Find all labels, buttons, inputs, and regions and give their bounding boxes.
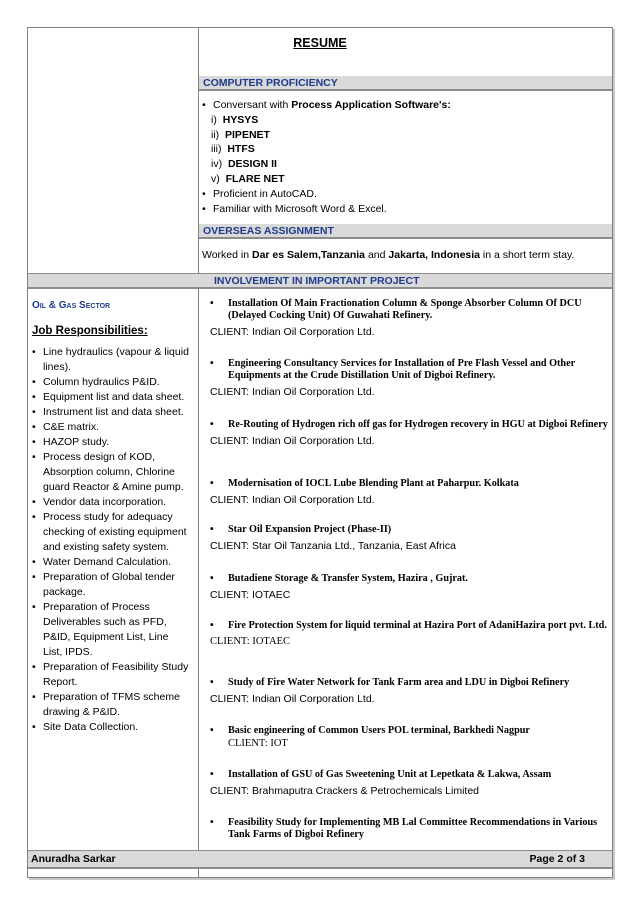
project-client: CLIENT: Indian Oil Corporation Ltd. [210, 494, 375, 506]
project-title: • Study of Fire Water Network for Tank Farm area and LDU in Digboi Refinery [208, 677, 608, 689]
author-name: Anuradha Sarkar [31, 853, 116, 865]
project-client: CLIENT: Indian Oil Corporation Ltd. [210, 693, 375, 705]
project-client: CLIENT: Indian Oil Corporation Ltd. [210, 386, 375, 398]
column-divider [198, 28, 199, 877]
page-number: Page 2 of 3 [529, 853, 585, 865]
page-footer [28, 850, 612, 869]
page-title: RESUME [293, 36, 347, 50]
overseas-heading: OVERSEAS ASSIGNMENT [199, 224, 612, 239]
projects-heading: INVOLVEMENT IN IMPORTANT PROJECT [28, 273, 612, 289]
project-title: • Butadiene Storage & Transfer System, Hazira , Gujrat. [208, 573, 608, 585]
project-title: • Feasibility Study for Implementing MB Lal Committee Recommendations in Various Tank Farms of Digboi Refinery [208, 817, 608, 841]
resume-page [27, 27, 613, 878]
project-item [208, 298, 608, 339]
project-client: CLIENT: IOT [228, 738, 288, 749]
project-item [208, 677, 608, 706]
project-client: CLIENT: Star Oil Tanzania Ltd., Tanzania, East Africa [210, 540, 456, 552]
overseas-text: Worked in Dar es Salem,Tanzania and Jakarta, Indonesia in a short term stay. [202, 249, 575, 261]
project-client: CLIENT: IOTAEC [210, 589, 291, 601]
project-client: CLIENT: Indian Oil Corporation Ltd. [210, 435, 375, 447]
project-title: • Basic engineering of Common Users POL terminal, Barkhedi Nagpur [208, 725, 608, 737]
list-item: • Instrument list and data sheet. [30, 405, 190, 420]
software-item: v) FLARE NET [211, 172, 285, 185]
responsibilities-list [30, 345, 190, 735]
sector-label: Oil & Gas Sector [32, 300, 111, 311]
proficiency-item: • Proficient in AutoCAD. [200, 187, 610, 202]
project-item [208, 358, 608, 399]
list-item: • HAZOP study. [30, 435, 190, 450]
project-item [208, 769, 608, 798]
software-intro: • Conversant with Process Application Software's: [200, 98, 610, 113]
list-item: • Preparation of Process Deliverables such as PFD, P&ID, Equipment List, Line List, IPDS. [30, 600, 190, 660]
project-client: CLIENT: Indian Oil Corporation Ltd. [210, 326, 375, 338]
software-item: iii) HTFS [211, 143, 255, 156]
project-item [208, 419, 608, 448]
list-item: • Line hydraulics (vapour & liquid lines). [30, 345, 190, 375]
list-item: • Column hydraulics P&ID. [30, 375, 190, 390]
project-item [208, 524, 608, 553]
software-item: iv) DESIGN II [211, 158, 277, 171]
list-item: • Preparation of Feasibility Study Report. [30, 660, 190, 690]
project-client: CLIENT: IOTAEC [210, 636, 290, 647]
project-item [208, 817, 608, 841]
list-item: • C&E matrix. [30, 420, 190, 435]
project-title: • Modernisation of IOCL Lube Blending Plant at Paharpur. Kolkata [208, 478, 608, 490]
list-item: • Preparation of TFMS scheme drawing & P&ID. [30, 690, 190, 720]
list-item: • Vendor data incorporation. [30, 495, 190, 510]
software-item: i) HYSYS [211, 114, 259, 126]
software-item: ii) PIPENET [211, 128, 270, 141]
project-title: • Installation of GSU of Gas Sweetening Unit at Lepetkata & Lakwa, Assam [208, 769, 608, 781]
project-item [208, 725, 608, 751]
project-title: • Engineering Consultancy Services for Installation of Pre Flash Vessel and Other Equipments at the Crude Distillation Unit of Digboi Refinery. [208, 358, 608, 382]
list-item: • Preparation of Global tender package. [30, 570, 190, 600]
project-client: CLIENT: Brahmaputra Crackers & Petrochemicals Limited [210, 785, 480, 797]
project-item [208, 573, 608, 602]
list-item: • Equipment list and data sheet. [30, 390, 190, 405]
project-title: • Re-Routing of Hydrogen rich off gas for Hydrogen recovery in HGU at Digboi Refinery [208, 419, 608, 431]
project-title: • Fire Protection System for liquid terminal at Hazira Port of AdaniHazira port pvt. Ltd. [208, 620, 608, 632]
computer-proficiency-section [200, 98, 610, 217]
project-title: • Star Oil Expansion Project (Phase-II) [208, 524, 608, 536]
list-item: • Site Data Collection. [30, 720, 190, 735]
list-item: • Process design of KOD, Absorption column, Chlorine guard Reactor & Amine pump. [30, 450, 190, 495]
proficiency-item: • Familiar with Microsoft Word & Excel. [200, 202, 610, 217]
project-item [208, 478, 608, 507]
list-item: • Process study for adequacy checking of existing equipment and existing safety system. [30, 510, 190, 555]
job-responsibilities-heading: Job Responsibilities: [32, 325, 148, 337]
project-item [208, 620, 608, 649]
list-item: • Water Demand Calculation. [30, 555, 190, 570]
project-title: • Installation Of Main Fractionation Column & Sponge Absorber Column Of DCU (Delayed Cocking Unit) Of Guwahati Refinery. [208, 298, 608, 322]
computer-proficiency-heading: COMPUTER PROFICIENCY [199, 76, 612, 91]
